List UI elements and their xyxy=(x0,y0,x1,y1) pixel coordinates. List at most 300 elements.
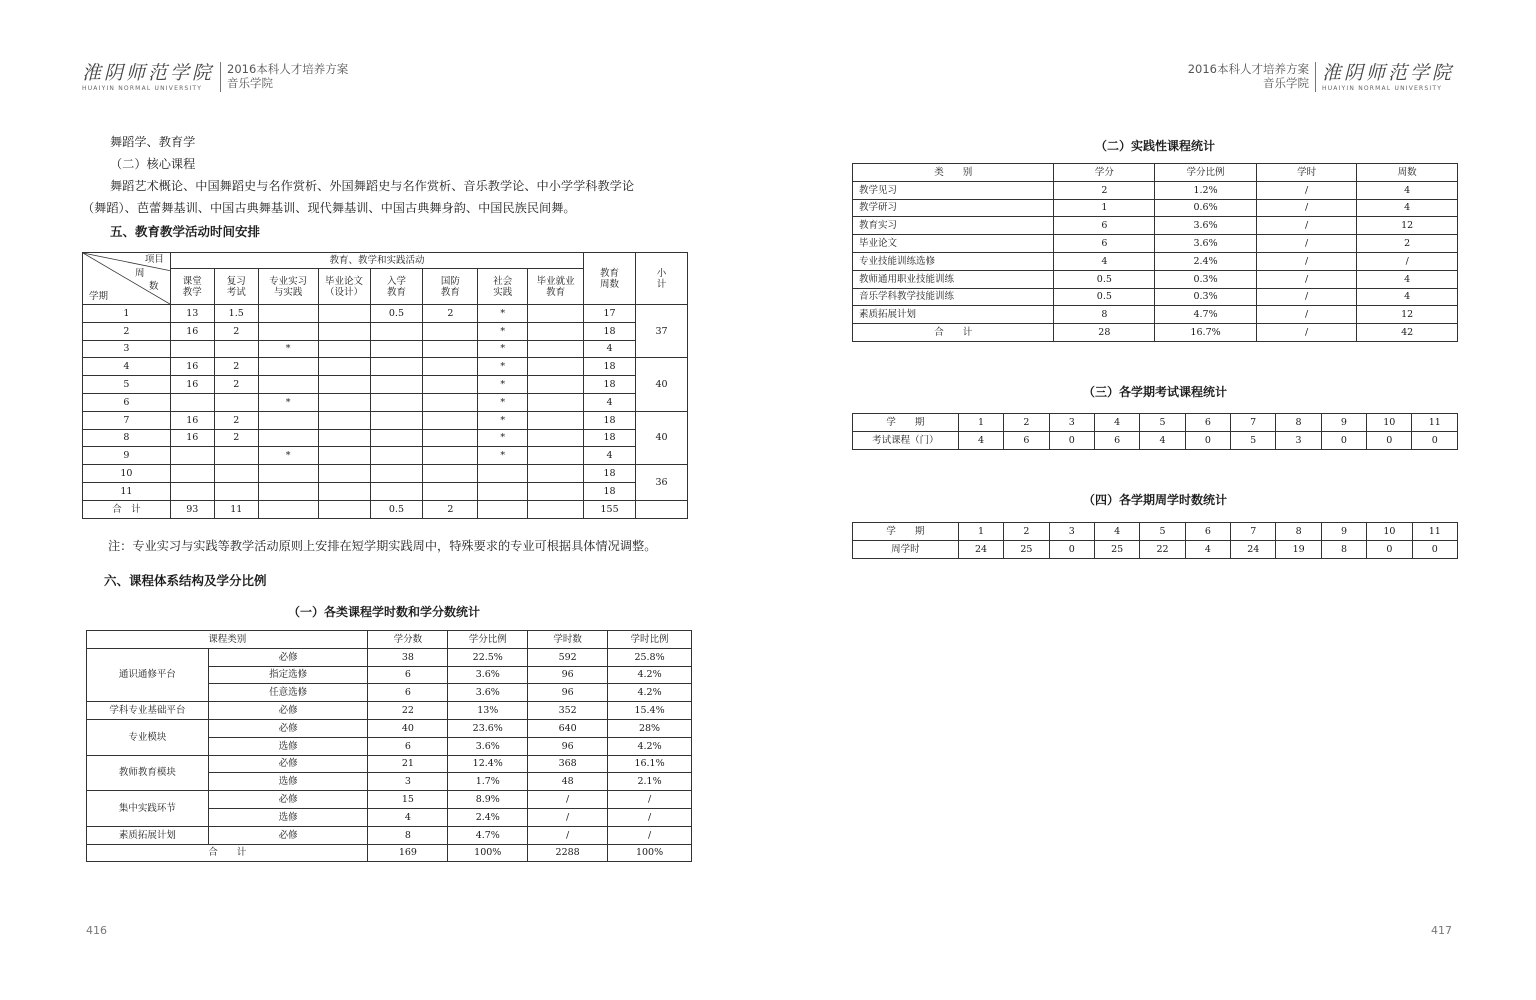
activity-cell xyxy=(528,393,584,411)
category-cell: 专业技能训练选修 xyxy=(853,252,1054,270)
activity-cell: 0.5 xyxy=(370,305,423,323)
column-header: 学分 xyxy=(1054,164,1155,182)
semester-header: 11 xyxy=(1412,523,1457,541)
activity-cell: * xyxy=(478,447,528,465)
activity-cell: * xyxy=(258,340,318,358)
data-cell: 15 xyxy=(368,791,448,809)
data-cell: 必修 xyxy=(208,826,368,844)
semester-cell: 8 xyxy=(83,429,171,447)
total-subtotal xyxy=(636,500,688,518)
row-label: 周学时 xyxy=(853,540,959,558)
activity-cell: * xyxy=(478,305,528,323)
data-cell: 必修 xyxy=(208,755,368,773)
activity-cell: 1.5 xyxy=(214,305,258,323)
category-cell: 教学见习 xyxy=(853,181,1054,199)
data-cell: 4 xyxy=(958,431,1003,449)
activity-cell xyxy=(258,322,318,340)
semester-cell: 10 xyxy=(83,465,171,483)
activity-cell xyxy=(318,340,370,358)
data-cell: 3 xyxy=(1276,431,1321,449)
university-logo: 淮阴师范学院 HUAIYIN NORMAL UNIVERSITY xyxy=(1321,62,1454,92)
column-header: 学分比例 xyxy=(1155,164,1257,182)
data-cell: 12.4% xyxy=(448,755,528,773)
data-cell: 42 xyxy=(1357,324,1458,342)
semester-header: 9 xyxy=(1321,523,1366,541)
data-cell: 4.2% xyxy=(608,737,692,755)
activity-cell xyxy=(318,358,370,376)
column-header: 学分数 xyxy=(368,631,448,649)
data-cell: 0 xyxy=(1185,431,1230,449)
activity-cell xyxy=(423,376,478,394)
data-cell: 4.2% xyxy=(608,684,692,702)
weeks-cell: 18 xyxy=(584,482,636,500)
header-row xyxy=(853,414,1458,432)
column-header: 学时比例 xyxy=(608,631,692,649)
activity-cell: * xyxy=(258,447,318,465)
header-text xyxy=(227,62,348,90)
table-row xyxy=(83,305,688,323)
data-cell: 13% xyxy=(448,702,528,720)
semester-header: 3 xyxy=(1049,523,1094,541)
activity-cell xyxy=(528,358,584,376)
table-row xyxy=(83,340,688,358)
page-number: 417 xyxy=(1431,924,1452,937)
core-courses-text: （舞蹈）、芭蕾舞基训、中国古典舞基训、现代舞基训、中国古典舞身韵、中国民族民间舞。 xyxy=(82,201,576,215)
category-cell: 教学研习 xyxy=(853,199,1054,217)
data-cell: 3.6% xyxy=(448,666,528,684)
activity-cell xyxy=(528,340,584,358)
activity-cell xyxy=(370,322,423,340)
semester-header: 11 xyxy=(1412,414,1458,432)
data-cell: 4.2% xyxy=(608,666,692,684)
data-cell: 22 xyxy=(1140,540,1185,558)
activity-cell: 16 xyxy=(170,429,214,447)
activity-cell xyxy=(528,411,584,429)
data-cell: / xyxy=(1256,235,1356,253)
data-cell: 6 xyxy=(368,684,448,702)
data-cell: 6 xyxy=(368,737,448,755)
weeks-cell: 4 xyxy=(584,340,636,358)
category-cell: 专业模块 xyxy=(87,719,209,755)
data-cell: 3.6% xyxy=(1155,235,1257,253)
semester-header: 2 xyxy=(1004,414,1049,432)
semester-cell: 9 xyxy=(83,447,171,465)
semester-header: 2 xyxy=(1004,523,1049,541)
total-label: 合 计 xyxy=(87,844,368,862)
activity-cell xyxy=(370,393,423,411)
category-cell: 集中实践环节 xyxy=(87,791,209,827)
right-page xyxy=(768,0,1536,1000)
table-row xyxy=(83,482,688,500)
row-label: 考试课程（门） xyxy=(853,431,959,449)
data-cell: 4 xyxy=(1140,431,1185,449)
data-cell: 8 xyxy=(368,826,448,844)
data-cell: 0.5 xyxy=(1054,270,1155,288)
activity-cell: * xyxy=(258,393,318,411)
data-cell: 24 xyxy=(1231,540,1276,558)
activity-cell xyxy=(258,482,318,500)
activity-cell xyxy=(528,305,584,323)
data-cell: 5 xyxy=(1231,431,1276,449)
activity-cell xyxy=(423,322,478,340)
core-courses-text: 舞蹈艺术概论、中国舞蹈史与名作赏析、外国舞蹈史与名作赏析、音乐教学论、中小学学科教学论 xyxy=(110,179,635,193)
section-heading: 五、教育教学活动时间安排 xyxy=(110,224,261,239)
activity-cell: 2 xyxy=(214,358,258,376)
activity-cell xyxy=(170,447,214,465)
activity-cell xyxy=(170,465,214,483)
data-cell: 3.6% xyxy=(448,684,528,702)
semester-header: 9 xyxy=(1321,414,1366,432)
data-cell: 选修 xyxy=(208,808,368,826)
category-cell: 教师通用职业技能训练 xyxy=(853,270,1054,288)
column-header: 专业实习 与实践 xyxy=(258,269,318,305)
core-courses-heading: （二）核心课程 xyxy=(110,157,196,171)
semester-header: 4 xyxy=(1094,414,1139,432)
data-cell: 6 xyxy=(1054,217,1155,235)
subtotal-cell: 37 xyxy=(636,305,688,358)
data-cell: 23.6% xyxy=(448,719,528,737)
total-cell: 11 xyxy=(214,500,258,518)
college-name: 音乐学院 xyxy=(227,76,274,90)
row-header: 学 期 xyxy=(853,523,959,541)
page-header xyxy=(1188,62,1454,92)
category-cell: 学科专业基础平台 xyxy=(87,702,209,720)
data-cell: 6 xyxy=(368,666,448,684)
activity-cell xyxy=(528,447,584,465)
data-cell: 22 xyxy=(368,702,448,720)
total-cell: 100% xyxy=(448,844,528,862)
data-cell: 592 xyxy=(528,648,608,666)
data-cell: 96 xyxy=(528,684,608,702)
data-cell: / xyxy=(1256,306,1356,324)
column-header: 类 别 xyxy=(853,164,1054,182)
total-row xyxy=(853,324,1458,342)
weeks-cell: 18 xyxy=(584,465,636,483)
practice-course-table xyxy=(852,163,1458,342)
data-cell: 必修 xyxy=(208,791,368,809)
data-cell: 12 xyxy=(1357,306,1458,324)
data-cell: 1.2% xyxy=(1155,181,1257,199)
semester-cell: 4 xyxy=(83,358,171,376)
activity-cell xyxy=(214,482,258,500)
data-cell: 必修 xyxy=(208,702,368,720)
data-cell: 1.7% xyxy=(448,773,528,791)
header-text xyxy=(1188,62,1309,90)
header-row xyxy=(853,523,1458,541)
data-cell: / xyxy=(1256,288,1356,306)
subtotal-cell: 36 xyxy=(636,465,688,501)
weeks-header: 教育 周数 xyxy=(584,253,636,305)
table-row xyxy=(83,322,688,340)
weeks-cell: 17 xyxy=(584,305,636,323)
category-cell: 毕业论文 xyxy=(853,235,1054,253)
semester-cell: 5 xyxy=(83,376,171,394)
semester-header: 5 xyxy=(1140,523,1185,541)
data-cell: 352 xyxy=(528,702,608,720)
category-cell: 教师教育模块 xyxy=(87,755,209,791)
activity-cell xyxy=(370,376,423,394)
activity-cell xyxy=(170,340,214,358)
data-cell: 6 xyxy=(1004,431,1049,449)
table-row xyxy=(83,429,688,447)
activity-cell: 2 xyxy=(214,429,258,447)
semester-header: 6 xyxy=(1185,414,1230,432)
activity-cell: * xyxy=(478,358,528,376)
data-cell: 1 xyxy=(1054,199,1155,217)
semester-header: 5 xyxy=(1140,414,1185,432)
table-row xyxy=(83,465,688,483)
schedule-table xyxy=(82,252,688,519)
semester-header: 8 xyxy=(1276,523,1321,541)
semester-cell: 7 xyxy=(83,411,171,429)
activity-cell xyxy=(214,393,258,411)
table-row xyxy=(83,393,688,411)
total-cell xyxy=(258,500,318,518)
semester-cell: 3 xyxy=(83,340,171,358)
activity-cell xyxy=(214,465,258,483)
total-cell: 2 xyxy=(423,500,478,518)
semester-cell: 1 xyxy=(83,305,171,323)
activity-cell xyxy=(423,447,478,465)
header-row xyxy=(87,631,692,649)
data-cell: 8 xyxy=(1321,540,1366,558)
data-cell: / xyxy=(1256,270,1356,288)
data-cell: 96 xyxy=(528,737,608,755)
data-cell: 4 xyxy=(1357,288,1458,306)
semester-header: 10 xyxy=(1367,414,1412,432)
activity-cell xyxy=(423,429,478,447)
data-cell: 28% xyxy=(608,719,692,737)
activity-cell xyxy=(258,305,318,323)
section-heading: 六、课程体系结构及学分比例 xyxy=(104,573,267,588)
data-cell: 12 xyxy=(1357,217,1458,235)
data-cell: 21 xyxy=(368,755,448,773)
data-cell: 8 xyxy=(1054,306,1155,324)
data-cell: 0.5 xyxy=(1054,288,1155,306)
activity-cell xyxy=(258,376,318,394)
total-cell xyxy=(478,500,528,518)
data-cell: 40 xyxy=(368,719,448,737)
activity-cell xyxy=(370,340,423,358)
data-cell: 4 xyxy=(1357,270,1458,288)
column-header: 课程类别 xyxy=(87,631,368,649)
data-cell: 19 xyxy=(1276,540,1321,558)
category-cell: 素质拓展计划 xyxy=(853,306,1054,324)
category-cell: 合 计 xyxy=(853,324,1054,342)
activity-cell xyxy=(258,465,318,483)
weeks-cell: 18 xyxy=(584,358,636,376)
table-row xyxy=(83,358,688,376)
activity-cell xyxy=(370,447,423,465)
corner-count-label: 数 xyxy=(149,281,159,292)
table-row xyxy=(853,217,1458,235)
data-cell: 3 xyxy=(368,773,448,791)
column-header: 社会 实践 xyxy=(478,269,528,305)
weeks-cell: 18 xyxy=(584,322,636,340)
data-cell: 3.6% xyxy=(1155,217,1257,235)
group-header: 教育、教学和实践活动 xyxy=(170,253,583,269)
data-cell: 28 xyxy=(1054,324,1155,342)
data-cell: / xyxy=(1256,324,1356,342)
data-cell: 25 xyxy=(1004,540,1049,558)
category-cell: 素质拓展计划 xyxy=(87,826,209,844)
activity-cell xyxy=(318,305,370,323)
data-cell: 0 xyxy=(1049,431,1094,449)
total-row xyxy=(83,500,688,518)
column-header: 国防 教育 xyxy=(423,269,478,305)
activity-cell: * xyxy=(478,411,528,429)
total-cell: 169 xyxy=(368,844,448,862)
data-cell: 0 xyxy=(1049,540,1094,558)
data-cell: 2 xyxy=(1357,235,1458,253)
corner-week-label: 周 xyxy=(135,268,145,279)
activity-cell xyxy=(214,447,258,465)
activity-cell xyxy=(423,465,478,483)
table-row xyxy=(87,702,692,720)
activity-cell xyxy=(370,482,423,500)
data-cell: 任意选修 xyxy=(208,684,368,702)
activity-cell xyxy=(370,429,423,447)
data-cell: 2 xyxy=(1054,181,1155,199)
activity-cell: * xyxy=(478,322,528,340)
subtotal-cell: 40 xyxy=(636,411,688,464)
activity-cell xyxy=(318,411,370,429)
activity-cell: * xyxy=(478,376,528,394)
table-row xyxy=(87,826,692,844)
data-cell: / xyxy=(608,808,692,826)
activity-cell xyxy=(318,447,370,465)
weeks-cell: 18 xyxy=(584,376,636,394)
activity-cell: 16 xyxy=(170,411,214,429)
data-cell: 4.7% xyxy=(1155,306,1257,324)
corner-semester-label: 学期 xyxy=(89,291,109,302)
data-cell: 25 xyxy=(1094,540,1139,558)
total-cell xyxy=(318,500,370,518)
table-row xyxy=(87,648,692,666)
data-cell: 2.1% xyxy=(608,773,692,791)
semester-cell: 2 xyxy=(83,322,171,340)
data-cell: 2.4% xyxy=(448,808,528,826)
total-weeks: 155 xyxy=(584,500,636,518)
data-cell: 4 xyxy=(1185,540,1230,558)
activity-cell xyxy=(528,482,584,500)
table-row xyxy=(853,270,1458,288)
data-cell: 4.7% xyxy=(448,826,528,844)
category-cell: 教育实习 xyxy=(853,217,1054,235)
activity-cell xyxy=(370,411,423,429)
data-cell: / xyxy=(528,826,608,844)
activity-cell: 13 xyxy=(170,305,214,323)
table-row xyxy=(853,540,1458,558)
weekly-hours-table xyxy=(852,522,1458,559)
data-cell: / xyxy=(1256,217,1356,235)
column-header: 复习 考试 xyxy=(214,269,258,305)
data-cell: 8.9% xyxy=(448,791,528,809)
semester-header: 7 xyxy=(1231,414,1276,432)
university-logo: 淮阴师范学院 HUAIYIN NORMAL UNIVERSITY xyxy=(82,62,215,92)
activity-cell xyxy=(423,411,478,429)
data-cell: 96 xyxy=(528,666,608,684)
data-cell: 选修 xyxy=(208,737,368,755)
activity-cell xyxy=(214,340,258,358)
semester-cell: 6 xyxy=(83,393,171,411)
data-cell: 15.4% xyxy=(608,702,692,720)
column-header: 毕业就业 教育 xyxy=(528,269,584,305)
activity-cell xyxy=(318,429,370,447)
activity-cell xyxy=(423,340,478,358)
table-row xyxy=(83,447,688,465)
header-divider xyxy=(1315,62,1316,92)
activity-cell: 2 xyxy=(214,411,258,429)
activity-cell xyxy=(170,482,214,500)
activity-cell xyxy=(528,429,584,447)
table-title: （四）各学期周学时数统计 xyxy=(1082,493,1227,507)
column-header: 课堂 教学 xyxy=(170,269,214,305)
semester-header: 10 xyxy=(1367,523,1412,541)
table-row xyxy=(853,431,1458,449)
subtotal-header: 小 计 xyxy=(636,253,688,305)
data-cell: 0 xyxy=(1367,540,1412,558)
table-row xyxy=(83,376,688,394)
semester-header: 3 xyxy=(1049,414,1094,432)
activity-cell xyxy=(318,376,370,394)
activity-cell xyxy=(423,393,478,411)
plan-title: 2016本科人才培养方案 xyxy=(227,62,349,76)
column-header: 周数 xyxy=(1357,164,1458,182)
activity-cell xyxy=(170,393,214,411)
activity-cell xyxy=(478,482,528,500)
data-cell: 4 xyxy=(368,808,448,826)
data-cell: 48 xyxy=(528,773,608,791)
table-row xyxy=(853,288,1458,306)
activity-cell xyxy=(528,322,584,340)
total-row xyxy=(87,844,692,862)
activity-cell: 2 xyxy=(423,305,478,323)
activity-cell xyxy=(258,358,318,376)
table-row xyxy=(87,791,692,809)
data-cell: 4 xyxy=(1357,181,1458,199)
activity-cell xyxy=(318,482,370,500)
data-cell: / xyxy=(1357,252,1458,270)
activity-cell: * xyxy=(478,429,528,447)
column-header: 学时数 xyxy=(528,631,608,649)
table-row xyxy=(87,755,692,773)
total-cell: 2288 xyxy=(528,844,608,862)
college-name: 音乐学院 xyxy=(1262,76,1309,90)
table-row xyxy=(853,235,1458,253)
table-row xyxy=(853,252,1458,270)
total-cell: 93 xyxy=(170,500,214,518)
data-cell: 4 xyxy=(1357,199,1458,217)
data-cell: / xyxy=(1256,252,1356,270)
weeks-cell: 4 xyxy=(584,393,636,411)
semester-header: 6 xyxy=(1185,523,1230,541)
column-header: 学分比例 xyxy=(448,631,528,649)
semester-header: 4 xyxy=(1094,523,1139,541)
table-row xyxy=(83,411,688,429)
table-row xyxy=(853,181,1458,199)
data-cell: / xyxy=(608,791,692,809)
weeks-cell: 18 xyxy=(584,429,636,447)
activity-cell xyxy=(258,411,318,429)
activity-cell xyxy=(528,465,584,483)
data-cell: 640 xyxy=(528,719,608,737)
data-cell: 6 xyxy=(1054,235,1155,253)
course-structure-table xyxy=(86,630,692,862)
activity-cell: 16 xyxy=(170,322,214,340)
table-row xyxy=(853,199,1458,217)
corner-header-cell xyxy=(83,253,171,305)
